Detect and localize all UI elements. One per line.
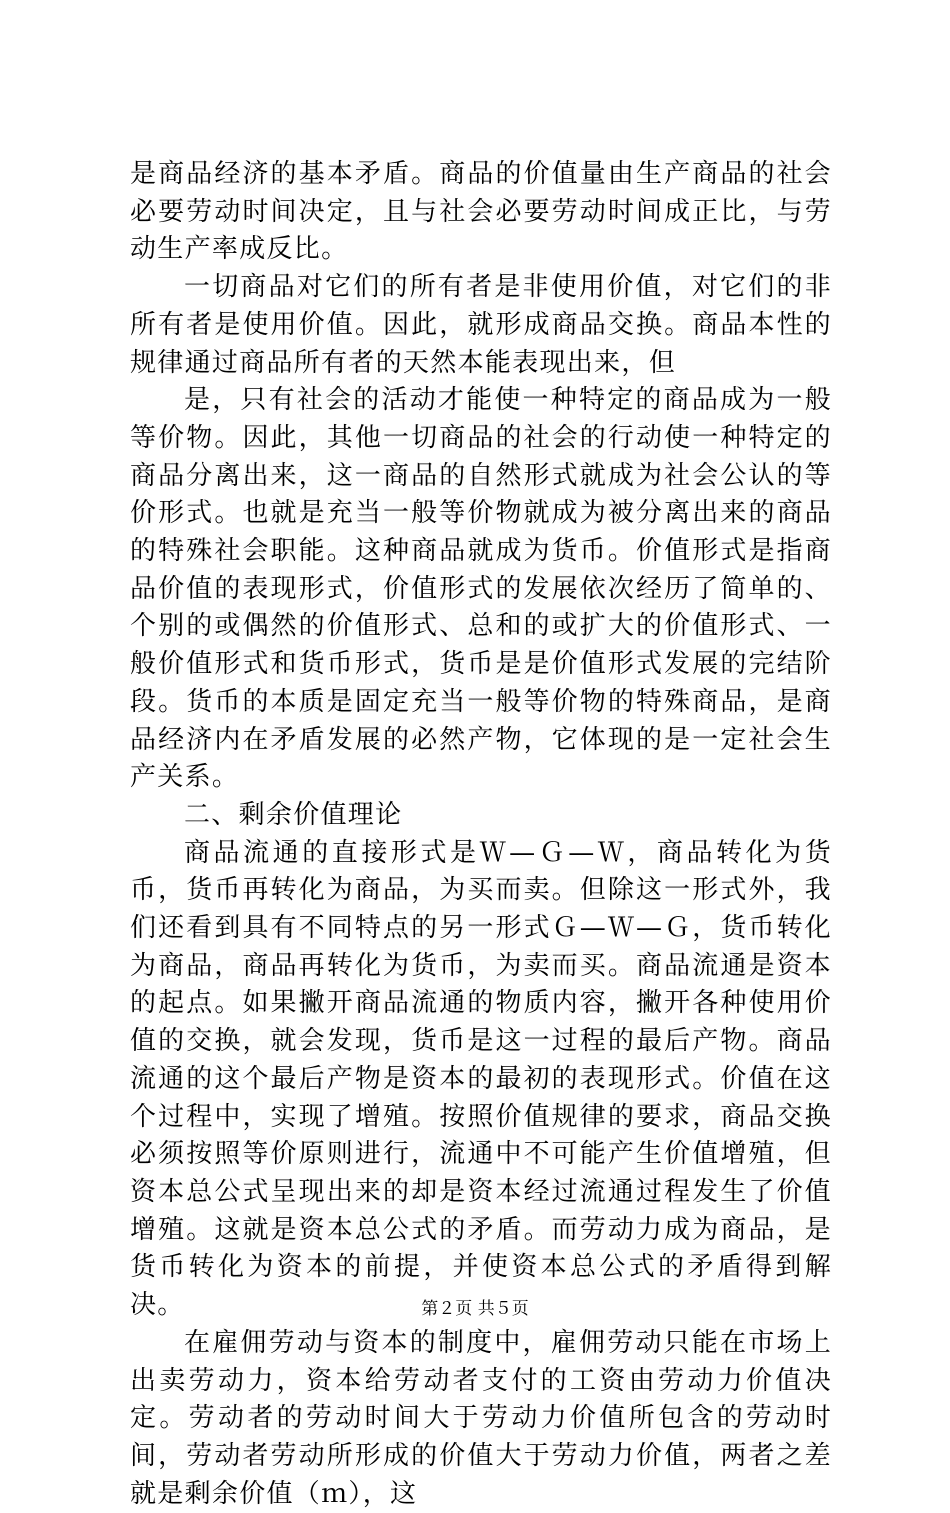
paragraph-3: 是，只有社会的活动才能使一种特定的商品成为一般等价物。因此，其他一切商品的社会的行动使一种特定的商品分离出来，这一商品的自然形式就成为社会公认的等价形式。也就是充当一般等价物就成为被分离出来的商品的特殊社会职能。这种商品就成为货币。价值形式是指商品价值的表现形式，价值形式的发展依次经历了简单的、个别的或偶然的价值形式、总和的或扩大的价值形式、一般价值形式和货币形式，货币是是价值形式发展的完结阶段。货币的本质是固定充当一般等价物的特殊商品，是商品经济内在矛盾发展的必然产物，它体现的是一定社会生产关系。 — [130, 385, 832, 793]
page-footer — [0, 1298, 950, 1320]
paragraph-1: 是商品经济的基本矛盾。商品的价值量由生产商品的社会必要劳动时间决定，且与社会必要劳动时间成正比，与劳动生产率成反比。 — [130, 159, 832, 265]
paragraph-5: 在雇佣劳动与资本的制度中，雇佣劳动只能在市场上出卖劳动力，资本给劳动者支付的工资由劳动力价值决定。劳动者的劳动时间大于劳动力价值所包含的劳动时间，劳动者劳动所形成的价值大于劳动力价值，两者之差就是剩余价值（ｍ），这 — [130, 1327, 832, 1509]
section-heading: 二、剩余价值理论 — [184, 799, 403, 830]
paragraph-4: 商品流通的直接形式是Ｗ—Ｇ—Ｗ，商品转化为货币，货币再转化为商品，为买而卖。但除这一形式外，我们还看到具有不同特点的另一形式Ｇ—Ｗ—Ｇ，货币转化为商品，商品再转化为货币，为卖而买。商品流通是资本的起点。如果撇开商品流通的物质内容，撇开各种使用价值的交换，就会发现，货币是这一过程的最后产物。商品流通的这个最后产物是资本的最初的表现形式。价值在这个过程中，实现了增殖。按照价值规律的要求，商品交换必须按照等价原则进行，流通中不可能产生价值增殖，但资本总公式呈现出来的却是资本经过流通过程发生了价值增殖。这就是资本总公式的矛盾。而劳动力成为商品，是货币转化为资本的前提，并使资本总公式的矛盾得到解决。 — [130, 837, 832, 1321]
page-number-label: 第２页 共５页 — [421, 1299, 529, 1319]
paragraph-2: 一切商品对它们的所有者是非使用价值，对它们的非所有者是使用价值。因此，就形成商品交换。商品本性的规律通过商品所有者的天然本能表现出来，但 — [130, 272, 832, 378]
